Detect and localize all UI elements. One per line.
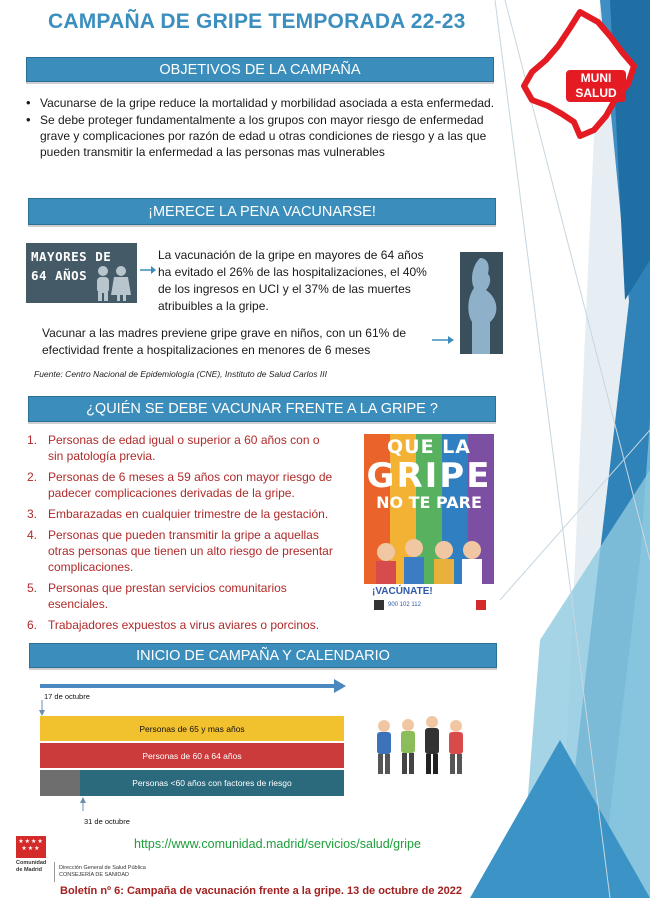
org-divider <box>54 862 55 882</box>
info-link[interactable]: https://www.comunidad.madrid/servicios/salud/gripe <box>134 837 421 851</box>
source-note: Fuente: Centro Nacional de Epidemiología (CNE), Instituto de Salud Carlos III <box>34 369 327 379</box>
objectives-list <box>26 95 496 161</box>
poster-line-3: NO TE PARE <box>376 493 482 512</box>
mothers-stat-text: Vacunar a las madres previene gripe grave en niños, con un 61% de efectividad frente a hospitalizaciones en menores de 6 meses <box>42 326 407 357</box>
org-dept-2: CONSEJERÍA DE SANIDAD <box>59 872 129 878</box>
end-marker-icon <box>79 797 87 811</box>
who-item: 3. Embarazadas en cualquier trimestre de la gestación. <box>27 507 329 521</box>
elderly-stat-text: La vacunación de la gripe en mayores de 64 años ha evitado el 26% de las hospitalizaciones, el 40% de los ingresos en UCI y el 37% de las muertes atribuibles a la gripe. <box>158 248 427 313</box>
bar-under-60-gap <box>40 770 80 796</box>
munisalud-logo <box>518 6 642 141</box>
who-item: 2. Personas de 6 meses a 59 años con mayor riesgo de padecer complicaciones derivadas de la gripe. <box>27 470 333 500</box>
org-department <box>59 865 146 879</box>
poster-cta: ¡VACÚNATE! <box>372 586 433 597</box>
poster-phone: 900 102 112 <box>388 602 421 608</box>
arrow-right-icon <box>432 335 454 345</box>
logo-line-1: MUNI <box>580 71 612 85</box>
elderly-group-icon <box>370 712 474 776</box>
objective-item: • Vacunarse de la gripe reduce la mortalidad y morbilidad asociada a esta enfermedad. <box>26 95 496 111</box>
badge-line-1: MAYORES DE <box>31 249 112 264</box>
bulletin-footer: Boletín nº 6: Campaña de vacunación frente a la gripe. 13 de octubre de 2022 <box>60 885 462 897</box>
elderly-badge <box>26 243 137 303</box>
campaign-poster <box>364 434 494 616</box>
bar-under-60: Personas <60 años con factores de riesgo <box>80 770 344 796</box>
madrid-flag-icon: ★★★★ ★★★ <box>16 836 46 858</box>
calendar-header <box>29 643 497 668</box>
comunidad-madrid-logo <box>16 836 56 882</box>
pregnant-woman-icon <box>460 252 503 354</box>
arrow-head-icon <box>334 679 346 693</box>
worth-header-label: ¡MERECE LA PENA VACUNARSE! <box>148 203 376 220</box>
worth-header <box>28 198 496 225</box>
logo-line-2: SALUD <box>575 86 617 100</box>
bar-65-plus: Personas de 65 y mas años <box>40 716 344 741</box>
who-list <box>27 432 337 638</box>
poster-line-2: GRIPE <box>366 456 492 496</box>
end-date-label: 31 de octubre <box>84 817 130 826</box>
start-date-label: 17 de octubre <box>44 692 90 701</box>
arrow-right-icon <box>140 265 156 275</box>
who-header-label: ¿QUIÉN SE DEBE VACUNAR FRENTE A LA GRIPE ? <box>86 401 438 417</box>
page-title: CAMPAÑA DE GRIPE TEMPORADA 22-23 <box>48 10 466 33</box>
objectives-header <box>26 57 494 82</box>
who-item: 5. Personas que prestan servicios comunitarios esenciales. <box>27 581 287 611</box>
objective-item: • Se debe proteger fundamentalmente a los grupos con mayor riesgo de enfermedad grave y complicaciones por razón de edad u otras condiciones de riesgo y a las que pueden transmitir la enfermedad a las personas mas vulnerables <box>26 112 496 160</box>
org-dept-1: Dirección General de Salud Pública <box>59 865 146 871</box>
poster-line-1: QUE LA <box>387 436 471 458</box>
pregnant-image <box>460 252 503 354</box>
timeline-arrow <box>40 684 336 688</box>
who-item: 4. Personas que pueden transmitir la gripe a aquellas otras personas que tienen un alto riesgo de presentar complicaciones. <box>27 528 333 574</box>
who-header <box>28 396 496 422</box>
calendar-header-label: INICIO DE CAMPAÑA Y CALENDARIO <box>136 647 390 664</box>
org-name-1: Comunidad <box>16 860 47 866</box>
objectives-header-label: OBJETIVOS DE LA CAMPAÑA <box>159 61 361 78</box>
badge-line-2: 64 AÑOS <box>31 268 88 283</box>
who-item: 6. Trabajadores expuestos a virus aviares o porcinos. <box>27 618 320 632</box>
elderly-couple-icon <box>92 265 134 301</box>
bar-60-64: Personas de 60 a 64 años <box>40 743 344 768</box>
who-item: 1. Personas de edad igual o superior a 60 años con o sin patología previa. <box>27 433 320 463</box>
org-name-2: de Madrid <box>16 867 42 873</box>
start-marker-icon <box>38 700 46 716</box>
